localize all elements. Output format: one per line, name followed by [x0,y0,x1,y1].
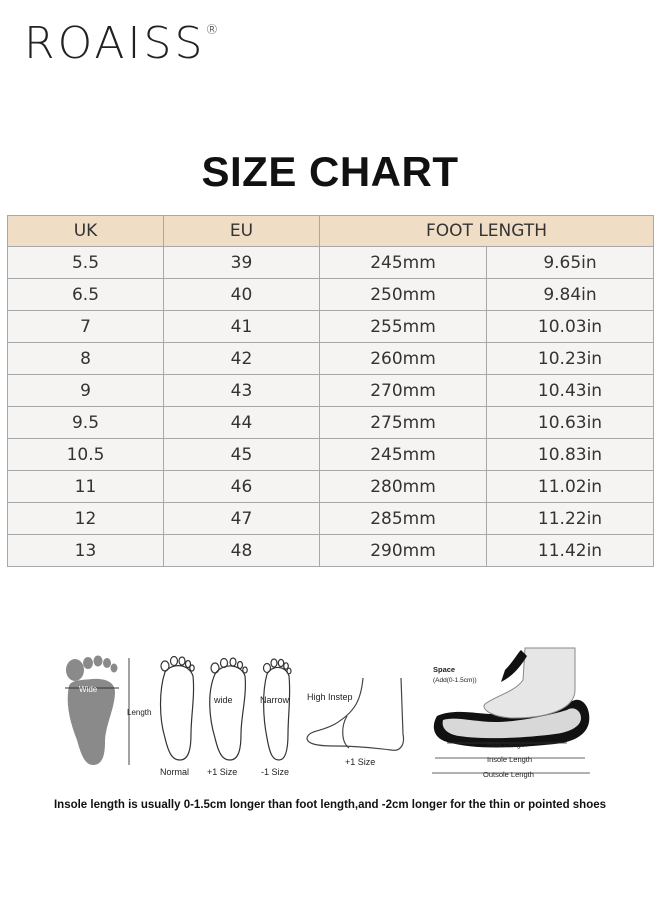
cell-eu: 44 [164,407,320,439]
narrow-foot-outline [264,659,292,760]
space-label: Space [433,665,456,674]
cell-eu: 39 [164,247,320,279]
cell-in: 10.83in [487,439,654,471]
cell-eu: 41 [164,311,320,343]
brand-name: ROAISS [24,18,206,69]
table-row [8,343,654,375]
cell-mm: 275mm [320,407,487,439]
outsole-length-label: Outsole Length [483,770,534,779]
cell-mm: 250mm [320,279,487,311]
cell-uk: 11 [8,471,164,503]
cell-in: 11.02in [487,471,654,503]
table-row [8,439,654,471]
cell-eu: 42 [164,343,320,375]
cell-mm: 260mm [320,343,487,375]
table-row [8,311,654,343]
narrow-foot-label: Narrow [260,695,290,705]
plus-one-size-label-2: +1 Size [345,757,376,767]
header-foot-length: FOOT LENGTH [320,216,654,247]
table-body [8,247,654,567]
page-title: SIZE CHART [201,148,459,195]
table-row [8,375,654,407]
cell-eu: 40 [164,279,320,311]
cell-mm: 280mm [320,471,487,503]
length-label: Length [127,708,152,717]
cell-in: 9.84in [487,279,654,311]
brand-logo [24,18,219,69]
foot-measurement-illustration [55,630,610,780]
high-instep-label: High Instep [307,692,353,702]
cell-eu: 48 [164,535,320,567]
insole-length-label: Insole Length [487,755,533,764]
footprint-icon [66,656,118,766]
cell-in: 10.43in [487,375,654,407]
cell-mm: 245mm [320,439,487,471]
cell-uk: 8 [8,343,164,375]
shoe-cross-section-icon [434,648,590,748]
table-row [8,247,654,279]
cell-uk: 10.5 [8,439,164,471]
table-row [8,535,654,567]
cell-uk: 6.5 [8,279,164,311]
high-instep-foot-outline [307,678,404,750]
registered-mark: ® [205,23,219,38]
cell-mm: 290mm [320,535,487,567]
insole-note: Insole length is usually 0-1.5cm longer than foot length,and -2cm longer for the thin or pointed shoes [53,799,607,811]
cell-uk: 12 [8,503,164,535]
space-add-label: (Add(0-1.5cm)) [433,677,477,684]
header-eu: EU [164,216,320,247]
cell-uk: 7 [8,311,164,343]
cell-uk: 9.5 [8,407,164,439]
cell-mm: 285mm [320,503,487,535]
cell-eu: 45 [164,439,320,471]
cell-in: 11.42in [487,535,654,567]
normal-foot-outline [161,657,195,761]
cell-uk: 9 [8,375,164,407]
table-row [8,503,654,535]
cell-eu: 43 [164,375,320,407]
normal-label: Normal [160,767,190,777]
cell-mm: 245mm [320,247,487,279]
wide-foot-outline [210,658,247,760]
table-row [8,407,654,439]
minus-one-size-label: -1 Size [261,767,290,777]
wide-label: Wide [79,685,98,694]
table-row [8,471,654,503]
cell-in: 10.03in [487,311,654,343]
plus-one-size-label: +1 Size [207,767,238,777]
cell-in: 9.65in [487,247,654,279]
cell-mm: 255mm [320,311,487,343]
header-uk: UK [8,216,164,247]
table-row [8,279,654,311]
table-header-row [8,216,654,247]
cell-uk: 5.5 [8,247,164,279]
size-chart-table [7,215,654,567]
cell-uk: 13 [8,535,164,567]
cell-eu: 46 [164,471,320,503]
cell-in: 10.23in [487,343,654,375]
cell-in: 11.22in [487,503,654,535]
cell-eu: 47 [164,503,320,535]
wide-foot-label: wide [214,695,233,705]
foot-length-label: Foot Length [487,740,528,749]
cell-in: 10.63in [487,407,654,439]
cell-mm: 270mm [320,375,487,407]
